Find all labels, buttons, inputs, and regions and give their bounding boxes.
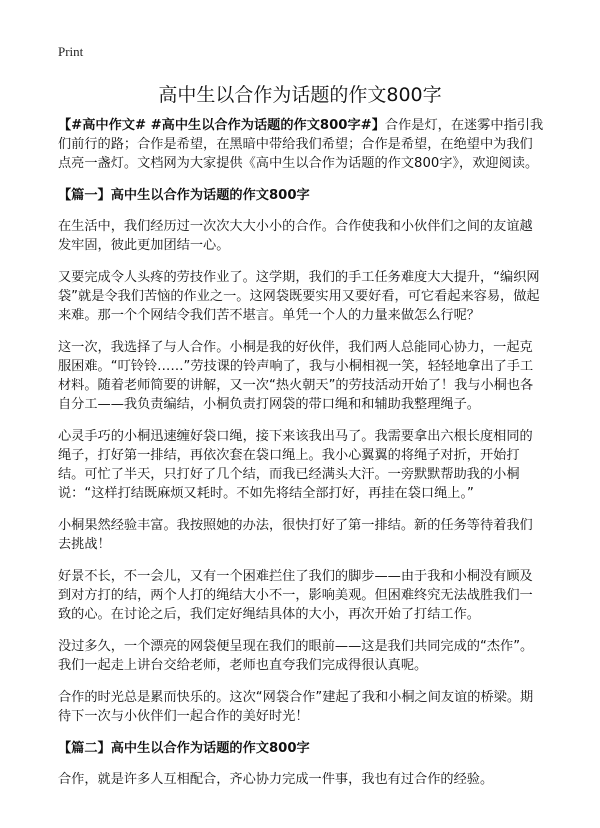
intro-text: 合作是灯，在迷雾中指引我们前行的路；合作是希望，在黑暗中带给我们希望；合作是希望，在绝望中为我们点亮一盏灯。文档网为大家提供《高中生以合作为话题的作文800字》，欢迎阅读。 (58, 118, 544, 171)
paragraph: 在生活中，我们经历过一次次大大小小的合作。合作使我和小伙伴们之间的友谊越发牢固，彼此更加团结一心。 (58, 219, 533, 253)
paragraph: 没过多久，一个漂亮的网袋便呈现在我们的眼前——这是我们共同完成的“杰作”。我们一起走上讲台交给老师，老师也直夸我们完成得很认真呢。 (58, 639, 534, 673)
paragraph: 又要完成令人头疼的劳技作业了。这学期，我们的手工任务难度大大提升，“编织网袋”就是令我们苦恼的作业之一。这网袋既要实用又要好看，可它看起来容易，做起来难。那一个个网结令我们苦不堪言。单凭一个人的力量来做怎么行呢？ (58, 270, 540, 323)
paragraph: 合作，就是许多人互相配合，齐心协力完成一件事，我也有过合作的经验。 (58, 772, 494, 787)
page-title: 高中生以合作为话题的作文800字 (158, 84, 442, 106)
paragraph: 合作的时光总是累而快乐的。这次“网袋合作”建起了我和小桐之间友谊的桥梁。期待下一次与小伙伴们一起合作的美好时光！ (58, 690, 534, 724)
paragraph: 这一次，我选择了与人合作。小桐是我的好伙伴，我们两人总能同心协力，一起克服困难。“叮铃铃……”劳技课的铃声响了，我与小桐相视一笑，轻轻地拿出了手工材料。随着老师简要的讲解，又一次“热火朝天”的劳技活动开始了！我与小桐也各自分工——我负责编结，小桐负责打网袋的带口绳和和辅助我整理绳子。 (58, 340, 534, 412)
article-body (58, 116, 544, 802)
paragraph: 小桐果然经验丰富。我按照她的办法，很快打好了第一排结。新的任务等待着我们去挑战！ (58, 518, 533, 552)
paragraph: 心灵手巧的小桐迅速缠好袋口绳，接下来该我出马了。我需要拿出六根长度相同的绳子，打好第一排结，再依次套在袋口绳上。我小心翼翼的将绳子对折，开始打结。可忙了半天，只打好了几个结，而我已经满头大汗。一旁默默帮助我的小桐说：“这样打结既麻烦又耗时。不如先将结全部打好，再挂在袋口绳上。” (58, 429, 533, 501)
intro-tag: 【#高中作文# #高中生以合作为话题的作文800字#】 (58, 118, 385, 133)
intro-paragraph (58, 116, 544, 173)
section-heading-2: 【篇二】高中生以合作为话题的作文800字 (58, 741, 310, 756)
section-heading-1: 【篇一】高中生以合作为话题的作文800字 (58, 188, 310, 203)
print-link[interactable]: Print (58, 44, 84, 59)
paragraph: 好景不长，不一会儿，又有一个困难拦住了我们的脚步——由于我和小桐没有顾及到对方打的结，两个人打的绳结大小不一，影响美观。但困难终究无法战胜我们一致的心。在讨论之后，我们定好绳结具体的大小，再次开始了打结工作。 (58, 569, 533, 622)
